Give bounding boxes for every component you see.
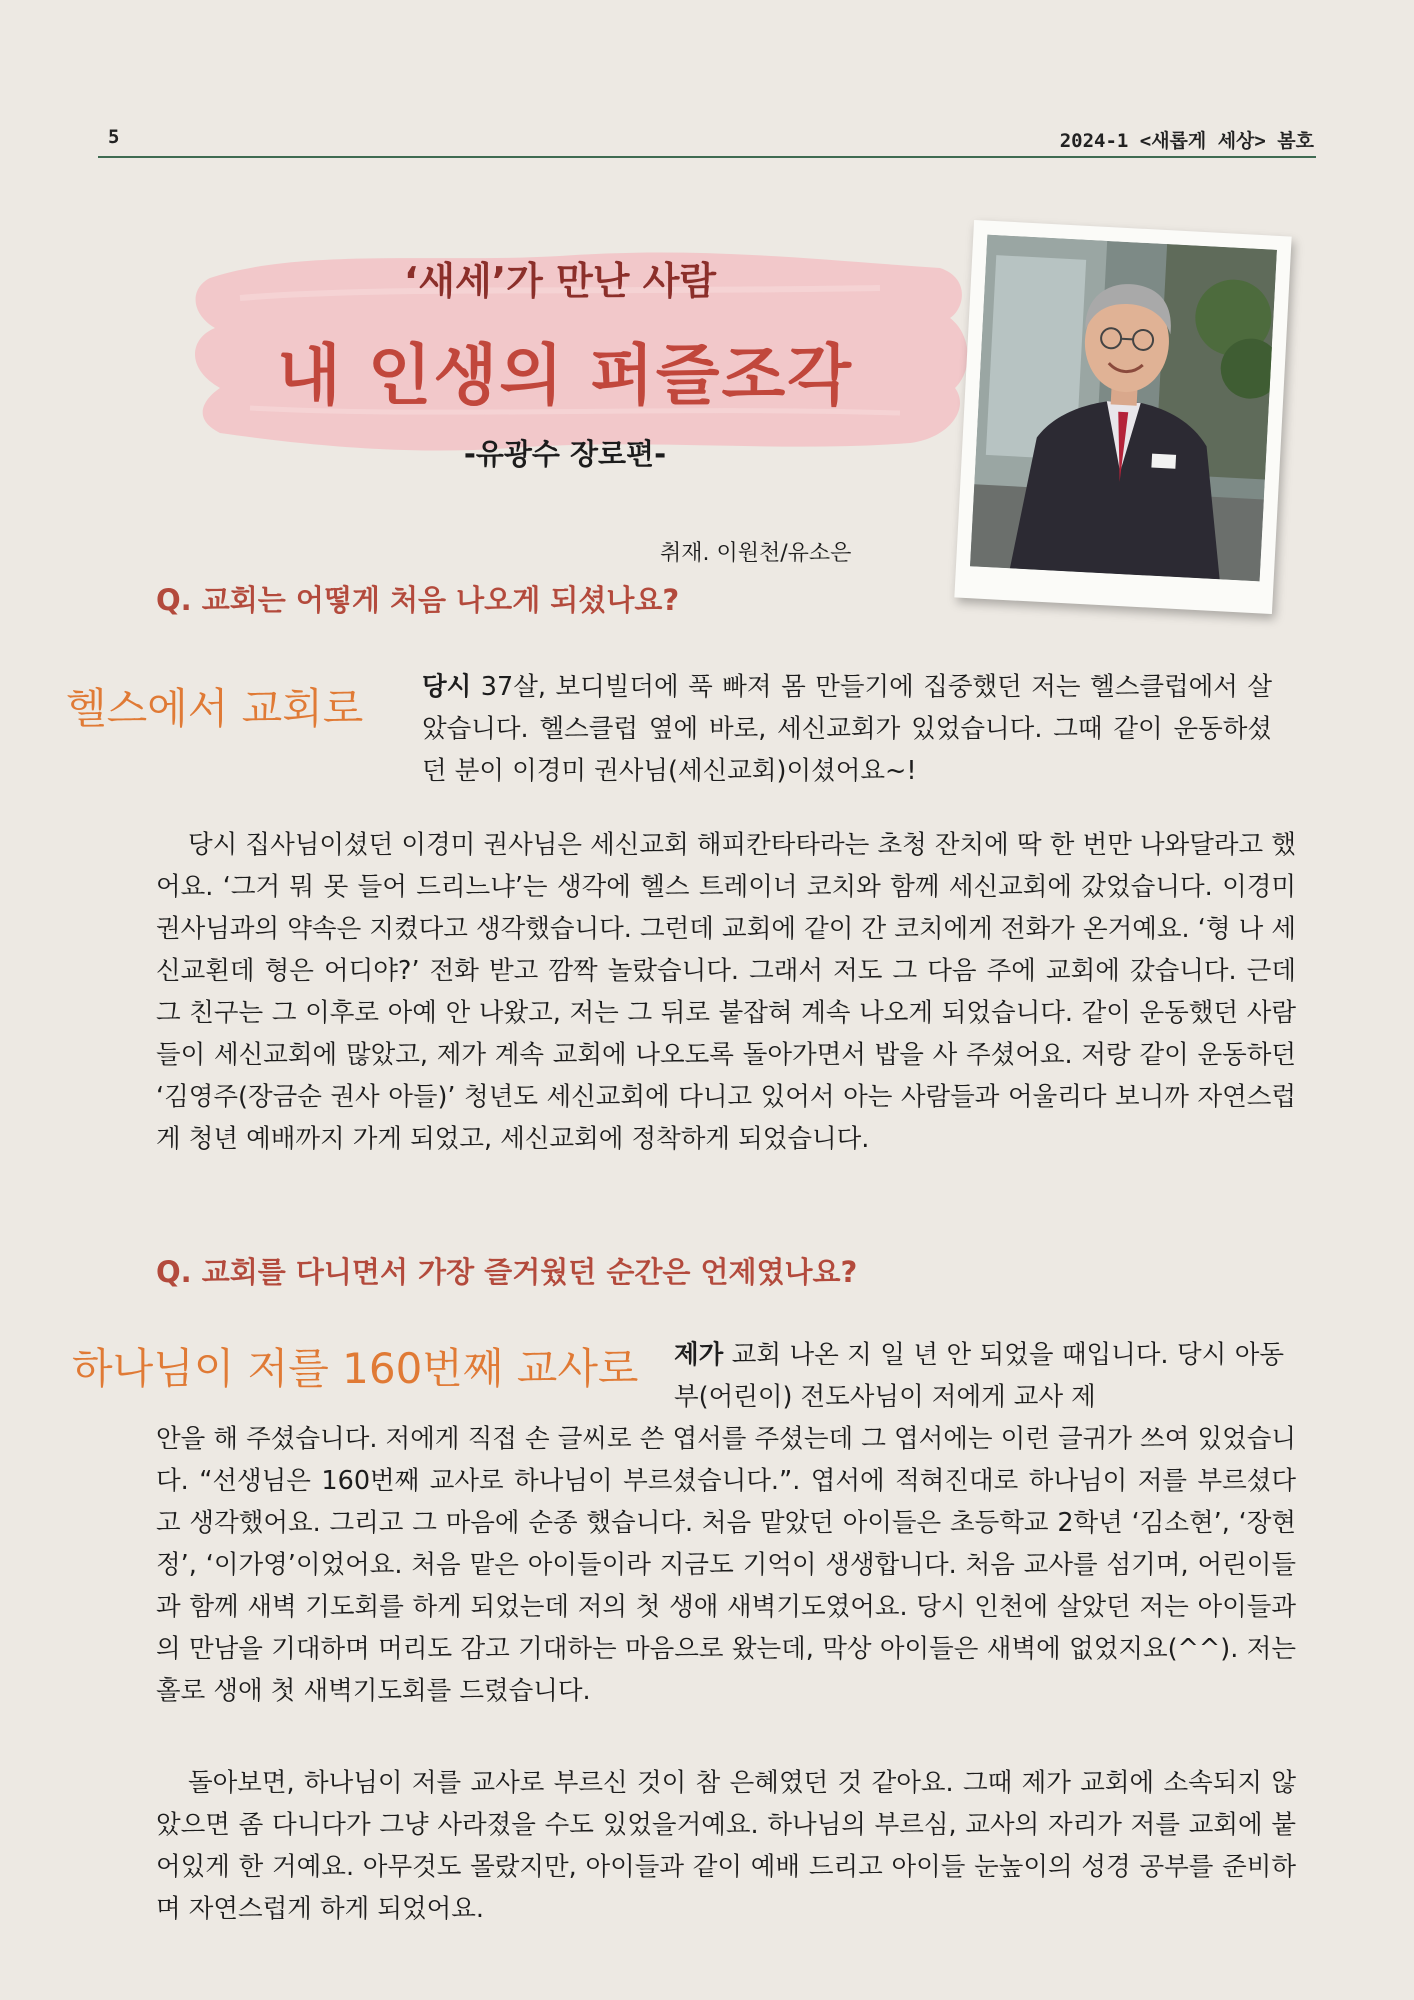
intro-text-1: 37살, 보디빌더에 푹 빠져 몸 만들기에 집중했던 저는 헬스클럽에서 살았습니다. 헬스클럽 옆에 바로, 세신교회가 있었습니다. 그때 같이 운동하셨던 분이 이경미 권사님(세신교회)이셨어요~! (422, 672, 1272, 786)
section-heading-1: 헬스에서 교회로 (66, 684, 364, 733)
page-number: 5 (108, 126, 120, 148)
interviewee-photo (954, 220, 1291, 614)
feature-kicker: ‘새세’가 만난 사람 (403, 259, 717, 303)
intro-text-2: 교회 나온 지 일 년 안 되었을 때입니다. 당시 아동부(어린이) 전도사님이 저에게 교사 제 (674, 1340, 1284, 1412)
issue-label: 2024-1 <새롭게 세상> 봄호 (1059, 130, 1314, 152)
page-header (98, 122, 1316, 158)
feature-title: 내 인생의 퍼즐조각 (276, 337, 853, 414)
body-paragraph-1: 당시 집사님이셨던 이경미 권사님은 세신교회 해피칸타타라는 초청 잔치에 딱 한 번만 나와달라고 했어요. ‘그거 뭐 못 들어 드리느냐’는 생각에 헬스 트레이너 코치와 함께 세신교회에 갔었습니다. 이경미 권사님과의 약속은 지켰다고 생각했습니다. 그런데 교회에 같이 간 코치에게 전화가 온거예요. ‘형 나 세신교횐데 형은 어디야?’ 전화 받고 깜짝 놀랐습니다. 그래서 저도 그 다음 주에 교회에 갔습니다. 근데 그 친구는 그 이후로 아예 안 나왔고, 저는 그 뒤로 붙잡혀 계속 나오게 되었습니다. 같이 운동했던 사람들이 세신교회에 많았고, 제가 계속 교회에 나오도록 돌아가면서 밥을 사 주셨어요. 저랑 같이 운동하던 ‘김영주(장금순 권사 아들)’ 청년도 세신교회에 다니고 있어서 아는 사람들과 어울리다 보니까 자연스럽게 청년 예배까지 가게 되었고, 세신교회에 정착하게 되었습니다. (156, 830, 1296, 1154)
lead-word-1: 당시 (422, 672, 472, 702)
question-1: Q. 교회는 어떻게 처음 나오게 되셨나요? (156, 583, 680, 617)
lead-word-2: 제가 (674, 1340, 724, 1370)
closing-paragraph: 돌아보면, 하나님이 저를 교사로 부르신 것이 참 은혜였던 것 같아요. 그때 제가 교회에 소속되지 않았으면 좀 다니다가 그냥 사라졌을 수도 있었을거예요. 하나님의 부르심, 교사의 자리가 저를 교회에 붙어있게 한 거예요. 아무것도 몰랐지만, 아이들과 같이 예배 드리고 아이들 눈높이의 성경 공부를 준비하며 자연스럽게 하게 되었어요. (156, 1768, 1296, 1924)
body-paragraph-2: 안을 해 주셨습니다. 저에게 직접 손 글씨로 쓴 엽서를 주셨는데 그 엽서에는 이런 글귀가 쓰여 있었습니다. “선생님은 160번째 교사로 하나님이 부르셨습니다.”. 엽서에 적혀진대로 하나님이 저를 부르셨다고 생각했어요. 그리고 그 마음에 순종 했습니다. 처음 맡았던 아이들은 초등학교 2학년 ‘김소현’, ‘장현정’, ‘이가영’이었어요. 처음 맡은 아이들이라 지금도 기억이 생생합니다. 처음 교사를 섬기며, 어린이들과 함께 새벽 기도회를 하게 되었는데 저의 첫 생애 새벽기도였어요. 당시 인천에 살았던 저는 아이들과의 만남을 기대하며 머리도 감고 기대하는 마음으로 왔는데, 막상 아이들은 새벽에 없었지요(^^). 저는 홀로 생애 첫 새벽기도회를 드렸습니다. (156, 1424, 1296, 1706)
byline: 취재. 이원천/유소은 (660, 541, 852, 566)
intro-paragraph-1 (422, 666, 1272, 792)
intro-paragraph-2 (674, 1334, 1284, 1418)
question-2: Q. 교회를 다니면서 가장 즐거웠던 순간은 언제였나요? (156, 1255, 858, 1289)
section-heading-2: 하나님이 저를 160번째 교사로 (72, 1344, 639, 1393)
feature-subtitle: -유광수 장로편- (463, 437, 667, 471)
